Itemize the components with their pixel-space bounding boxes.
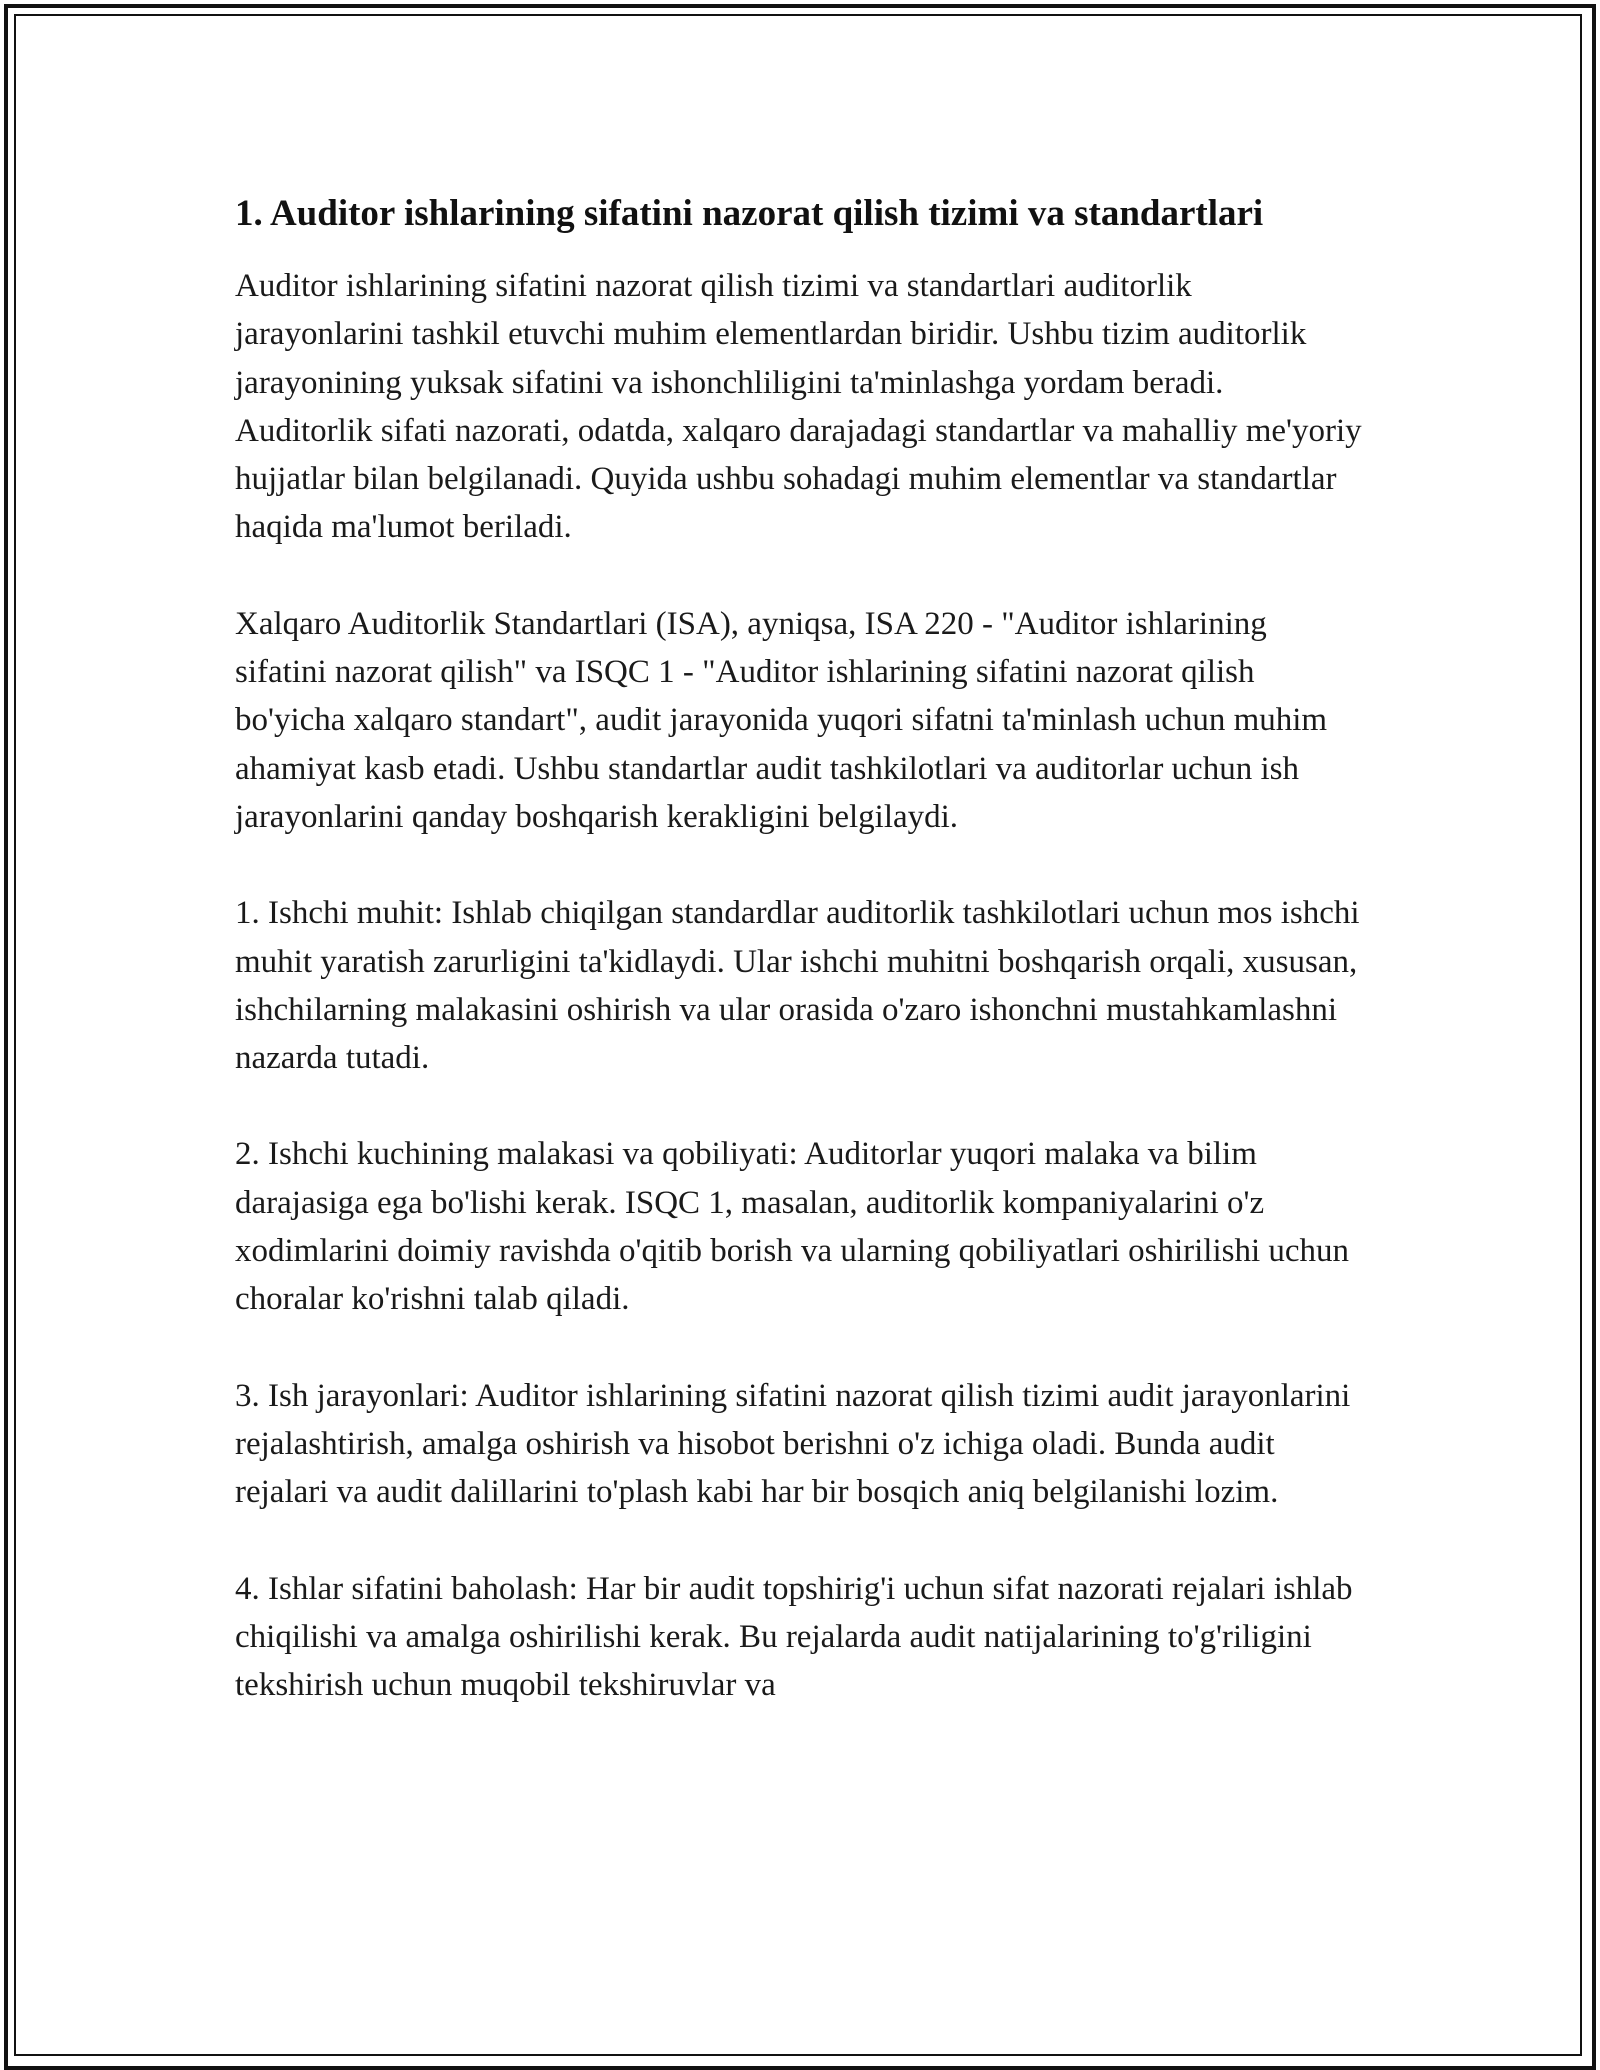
document-body <box>235 186 1365 1757</box>
paragraph-work-environment: 1. Ishchi muhit: Ishlab chiqilgan standardlar auditorlik tashkilotlari uchun mos ishchi muhit yaratish zarurligini ta'kidlaydi. Ular ishchi muhitni boshqarish orqali, xususan, ishchilarning malakasini oshirish va ular orasida o'zaro ishonchni mustahkamlashni nazarda tutadi. <box>235 895 1360 1077</box>
paragraph-staff-competence: 2. Ishchi kuchining malakasi va qobiliyati: Auditorlar yuqori malaka va bilim darajasiga ega bo'lishi kerak. ISQC 1, masalan, auditorlik kompaniyalarini o'z xodimlarini doimiy ravishda o'qitib borish va ularning qobiliyatlari oshirilishi uchun choralar ko'rishni talab qiladi. <box>235 1136 1350 1318</box>
paragraph-quality-assessment: 4. Ishlar sifatini baholash: Har bir audit topshirig'i uchun sifat nazorati rejalari ishlab chiqilishi va amalga oshirilishi kerak. Bu rejalarda audit natijalarining to'g'riligini tekshirish uchun muqobil tekshiruvlar va <box>235 1570 1353 1704</box>
document-heading: 1. Auditor ishlarining sifatini nazorat qilish tizimi va standartlari <box>235 193 1264 234</box>
paragraph-intro: Auditor ishlarining sifatini nazorat qilish tizimi va standartlari auditorlik jarayonlarini tashkil etuvchi muhim elementlardan biridir. Ushbu tizim auditorlik jarayonining yuksak sifatini va ishonchliligini ta'minlashga yordam beradi. Auditorlik sifati nazorati, odatda, xalqaro darajadagi standartlar va mahalliy me'yoriy hujjatlar bilan belgilanadi. Quyida ushbu sohadagi muhim elementlar va standartlar haqida ma'lumot beriladi. <box>235 268 1362 546</box>
paragraph-isa-standards: Xalqaro Auditorlik Standartlari (ISA), ayniqsa, ISA 220 - "Auditor ishlarining sifatini nazorat qilish" va ISQC 1 - "Auditor ishlarining sifatini nazorat qilish bo'yicha xalqaro standart", audit jarayonida yuqori sifatni ta'minlash uchun muhim ahamiyat kasb etadi. Ushbu standartlar audit tashkilotlari va auditorlar uchun ish jarayonlarini qanday boshqarish kerakligini belgilaydi. <box>235 605 1328 835</box>
paragraph-work-processes: 3. Ish jarayonlari: Auditor ishlarining sifatini nazorat qilish tizimi audit jarayonlarini rejalashtirish, amalga oshirish va hisobot berishni o'z ichiga oladi. Bunda audit rejalari va audit dalillarini to'plash kabi har bir bosqich aniq belgilanishi lozim. <box>235 1377 1351 1511</box>
